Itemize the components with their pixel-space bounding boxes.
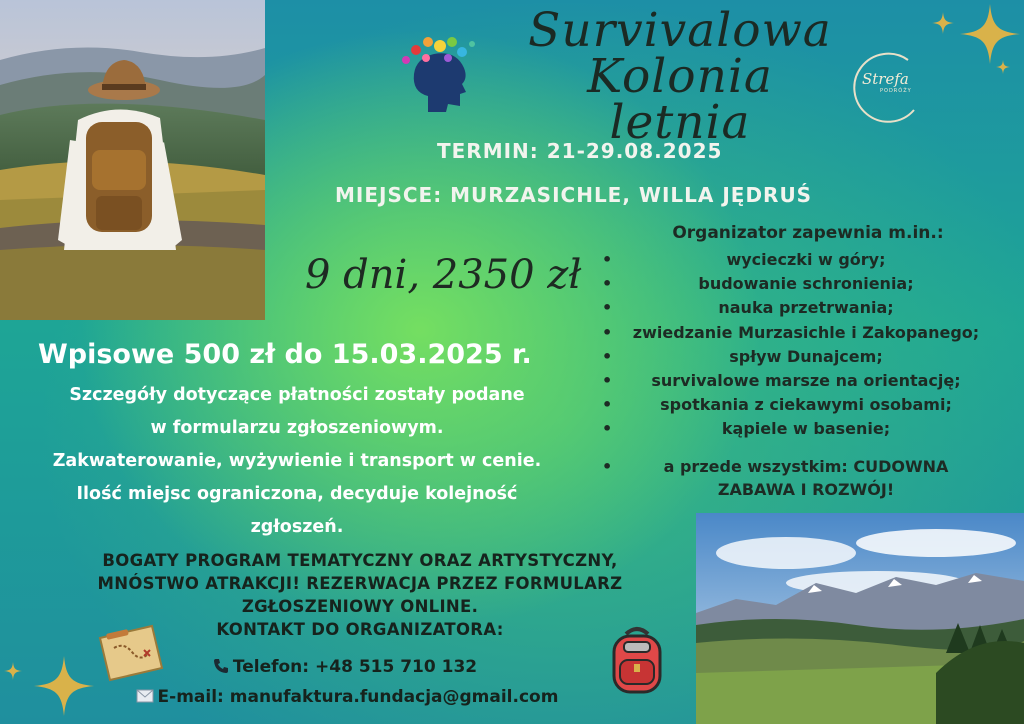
bullet-dot: • (602, 371, 613, 391)
email-line (0, 687, 697, 707)
details-line-1: Szczegóły dotyczące płatności zostały podane (69, 385, 525, 405)
backpack-icon (604, 624, 670, 698)
program-line-2: MNÓSTWO ATRAKCJI! REZERWACJA PRZEZ FORMULARZ (97, 574, 623, 593)
miejsce-text: MIEJSCE: MURZASICHLE, WILLA JĘDRUŚ (335, 183, 813, 207)
program-line-1: BOGATY PROGRAM TEMATYCZNY ORAZ ARTYSTYCZNY, (102, 551, 618, 570)
phone-icon (213, 658, 229, 674)
mountains-photo (696, 513, 1024, 724)
list-item-text: nauka przetrwania; (718, 298, 894, 318)
provides-list (596, 248, 1016, 442)
envelope-icon (136, 689, 154, 703)
strefa-logo (848, 48, 928, 128)
bullet-dot: • (602, 419, 613, 439)
list-item (596, 393, 1016, 417)
logo-subtext: PODRÓŻY (880, 88, 912, 94)
list-item-text: survivalowe marsze na orientację; (651, 371, 961, 391)
hiker-photo (0, 0, 265, 320)
contact-heading: KONTAKT DO ORGANIZATORA: (216, 620, 504, 639)
details-line-4: Ilość miejsc ograniczona, decyduje kolejność (76, 484, 518, 504)
poster-title (520, 3, 840, 150)
title-line-1: Survivalowa (528, 3, 832, 58)
list-item (596, 272, 1016, 296)
details-block (4, 379, 590, 544)
provides-final (596, 455, 1016, 501)
details-line-5: zgłoszeń. (250, 517, 344, 537)
list-item (596, 248, 1016, 272)
bullet-dot: • (602, 457, 613, 476)
final-line-1: a przede wszystkim: CUDOWNA (663, 457, 949, 476)
list-item (596, 369, 1016, 393)
list-item (596, 345, 1016, 369)
bullet-dot: • (602, 274, 613, 294)
phone-text[interactable]: Telefon: +48 515 710 132 (232, 657, 478, 677)
sparkle-star-icon (932, 12, 954, 34)
logo-text: Strefa (862, 70, 909, 88)
treasure-map-icon (96, 624, 166, 682)
final-line-2: ZABAWA I ROZWÓJ! (717, 480, 895, 499)
list-item-text: kąpiele w basenie; (721, 419, 891, 439)
email-text[interactable]: E-mail: manufaktura.fundacja@gmail.com (157, 687, 559, 707)
bullet-dot: • (602, 395, 613, 415)
title-line-2: Kolonia letnia (587, 49, 773, 150)
sparkle-star-icon (996, 60, 1010, 74)
list-item-text: budowanie schronienia; (698, 274, 914, 294)
provides-title: Organizator zapewnia m.in.: (672, 223, 944, 243)
list-item-text: spływ Dunajcem; (729, 346, 883, 366)
list-item (596, 417, 1016, 441)
bullet-dot: • (602, 298, 613, 318)
head-logo (398, 34, 484, 114)
details-line-3: Zakwaterowanie, wyżywienie i transport w cenie. (52, 451, 542, 471)
list-item (596, 321, 1016, 345)
bullet-dot: • (602, 346, 613, 366)
program-line-3: ZGŁOSZENIOWY ONLINE. (241, 597, 479, 616)
bullet-dot: • (602, 250, 613, 269)
list-item-text: zwiedzanie Murzasichle i Zakopanego; (632, 322, 980, 342)
wpisowe-text: Wpisowe 500 zł do 15.03.2025 r. (38, 339, 532, 370)
sparkle-star-icon (960, 4, 1020, 64)
price-text: 9 dni, 2350 zł (305, 252, 582, 298)
list-item (596, 296, 1016, 320)
bullet-dot: • (602, 322, 613, 342)
list-item-text: spotkania z ciekawymi osobami; (660, 395, 952, 415)
termin-text: TERMIN: 21-29.08.2025 (437, 139, 723, 163)
details-line-2: w formularzu zgłoszeniowym. (150, 418, 444, 438)
list-item-text: wycieczki w góry; (726, 250, 886, 269)
